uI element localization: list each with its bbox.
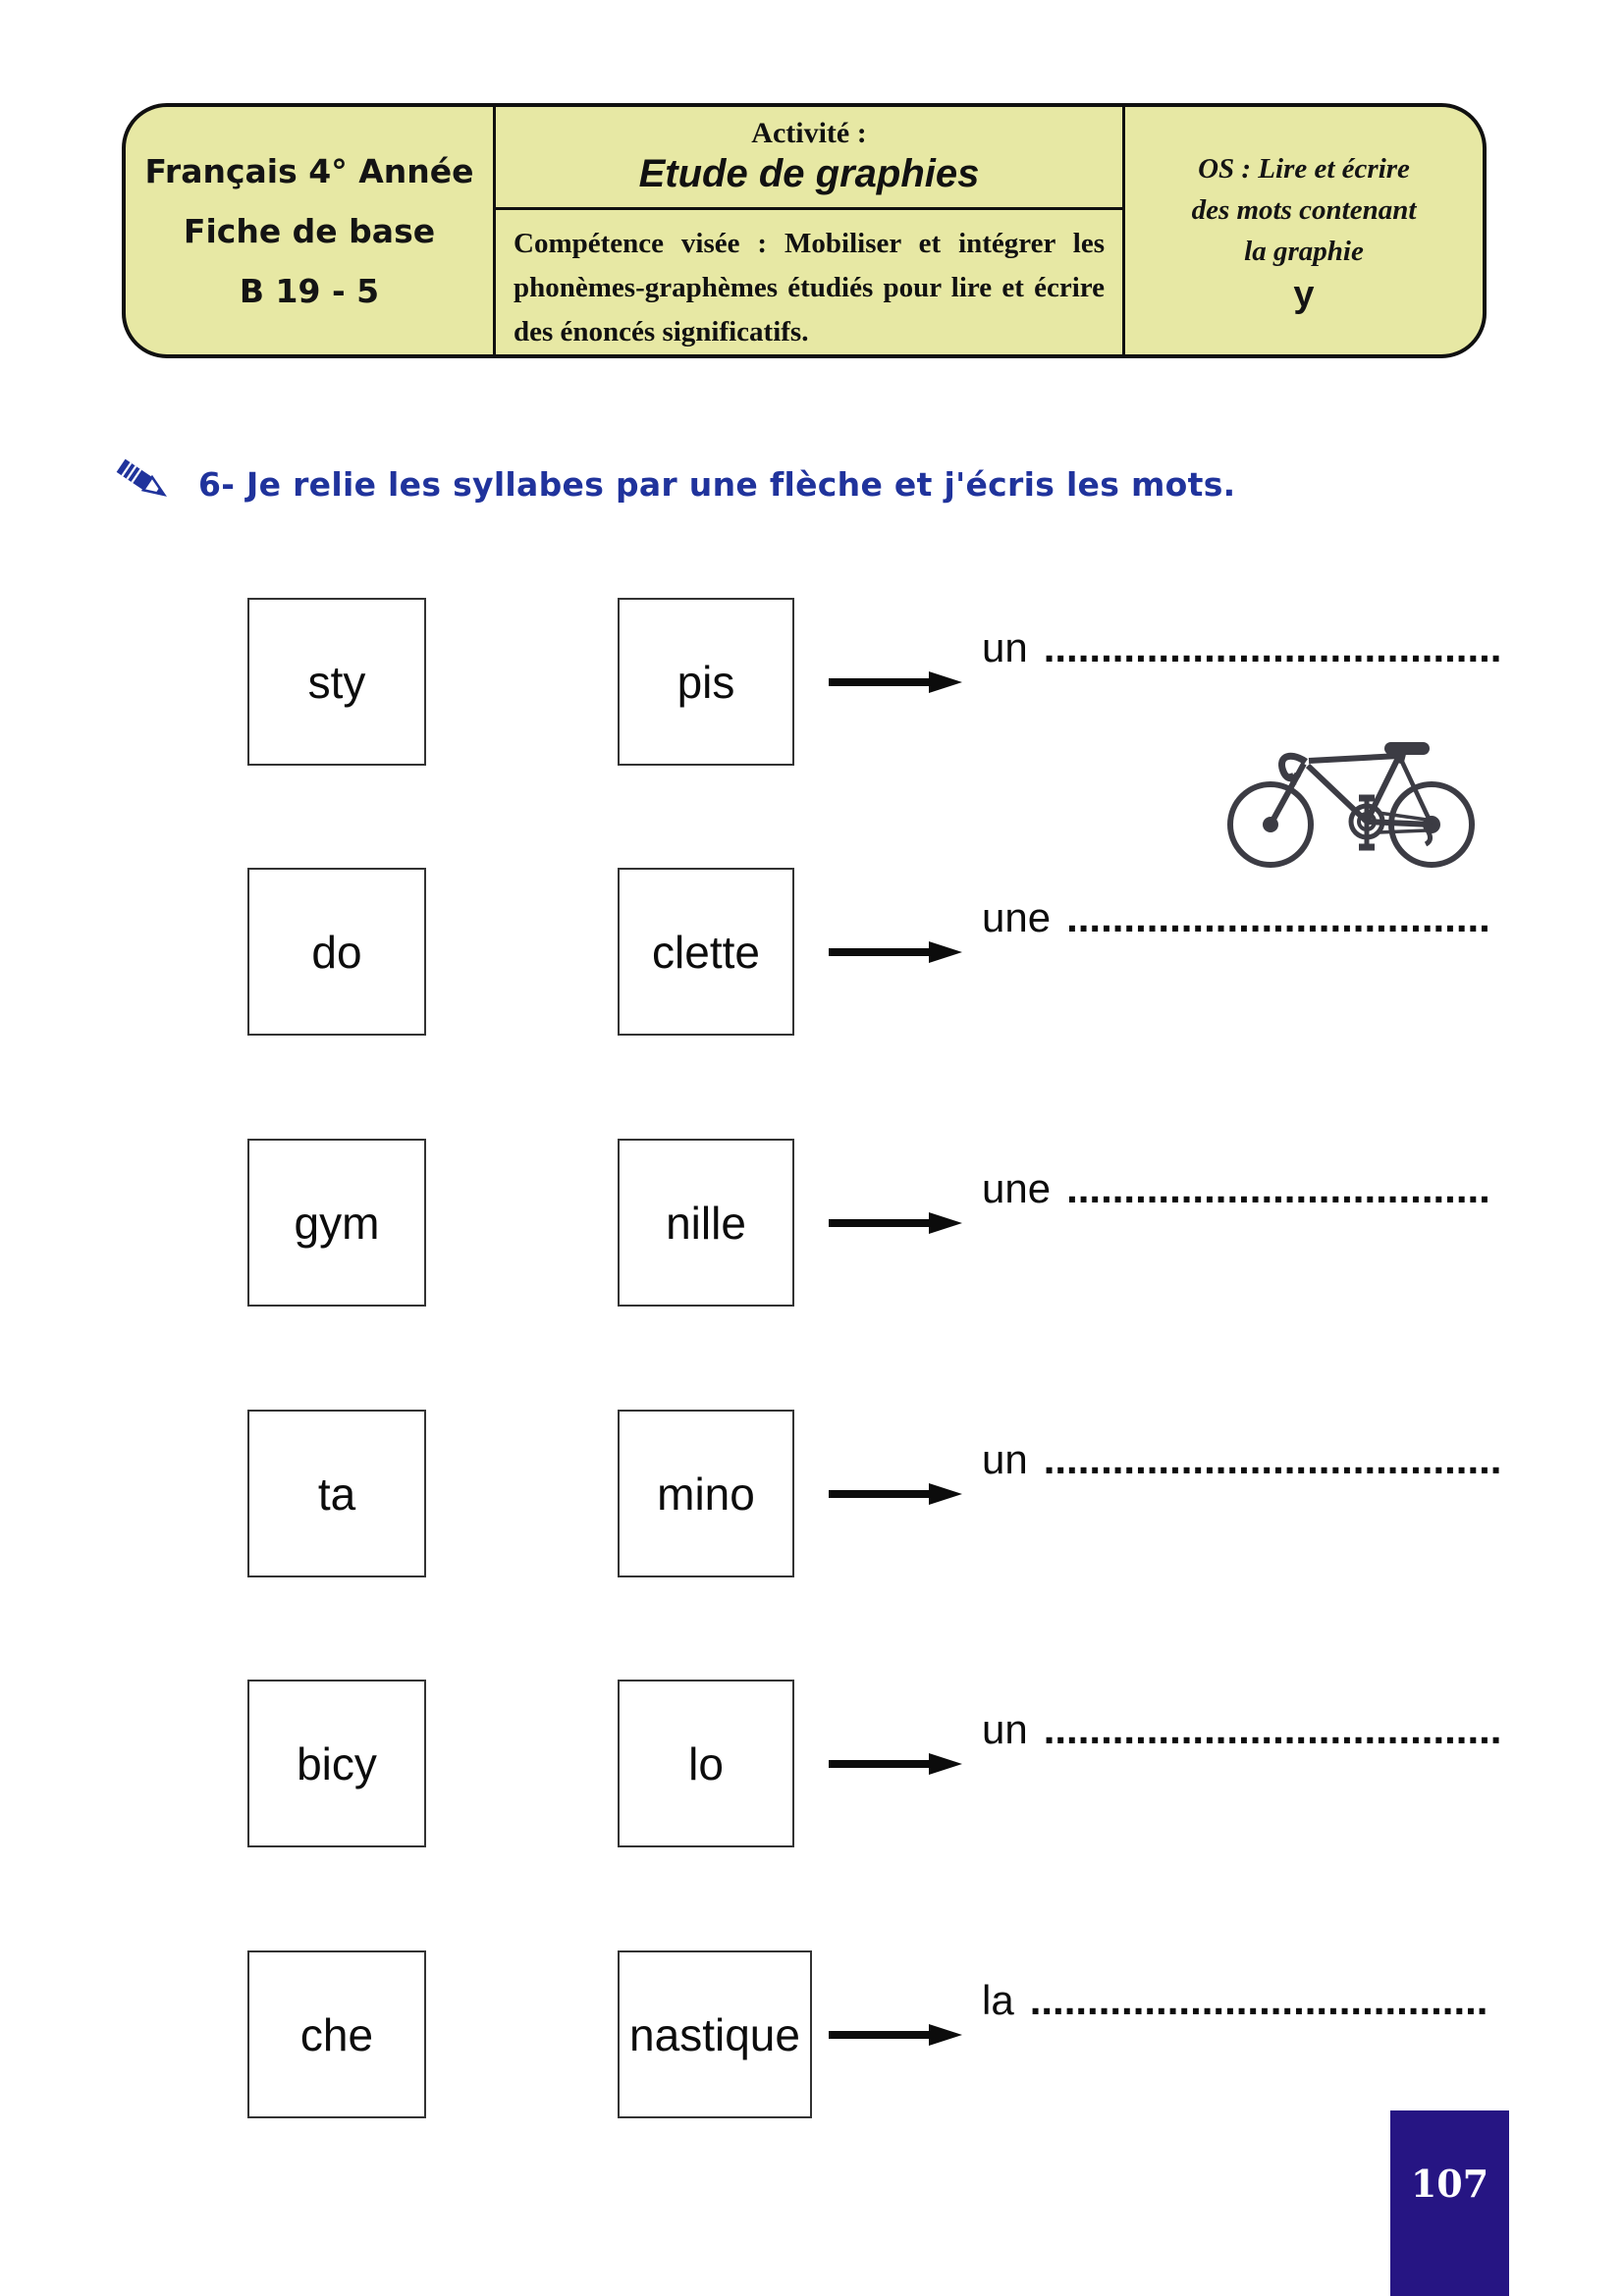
right-arrow [827,1750,964,1783]
answer-blank[interactable] [982,624,1501,671]
sheet-code: B 19 - 5 [239,271,380,310]
article-text: un [982,1706,1028,1752]
right-arrow [827,938,964,971]
article-text: la [982,1977,1014,2023]
course-title: Français 4° Année [144,151,474,190]
exercise-instruction: 6- Je relie les syllabes par une flèche et j'écris les mots. [198,465,1236,504]
activity-label: Activité : [751,117,867,149]
syllable-text: nastique [629,2008,800,2060]
right-arrow [827,1209,964,1242]
activity-title: Etude de graphies [638,152,980,195]
syllable-text: ta [317,1468,356,1520]
target-graphie: y [1293,274,1315,316]
syllable-box-left[interactable] [247,1950,426,2118]
objective-line: OS : Lire et écrire [1198,152,1410,185]
bicycle-image [1223,722,1479,877]
syllable-text: bicy [297,1737,377,1789]
syllable-text: lo [688,1737,724,1789]
dotted-line: ..................................... [1066,1165,1490,1211]
syllable-text: do [311,926,362,978]
syllable-box-left[interactable] [247,1139,426,1307]
answer-blank[interactable] [982,1706,1501,1753]
objective-line: la graphie [1244,236,1364,268]
article-text: un [982,624,1028,670]
objective-line: des mots contenant [1191,193,1417,226]
dotted-line: ........................................ [1043,1706,1502,1752]
answer-blank[interactable] [982,1436,1501,1483]
syllable-box-right[interactable] [618,1410,794,1577]
right-arrow [827,2021,964,2054]
instruction-row [116,454,1392,522]
answer-blank[interactable] [982,894,1490,941]
syllable-box-right[interactable] [618,1950,812,2118]
syllable-text: clette [652,926,760,978]
exercise-row [0,1410,1623,1577]
sheet-type: Fiche de base [183,211,436,250]
header-objective-cell [1125,107,1483,354]
answer-blank[interactable] [982,1977,1488,2024]
syllable-text: pis [676,656,735,708]
page-number-box [1390,2110,1509,2296]
syllable-text: mino [657,1468,755,1520]
syllable-text: sty [307,656,366,708]
article-text: un [982,1436,1028,1482]
exercise-row [0,1950,1623,2118]
syllable-box-left[interactable] [247,868,426,1036]
competence-text: Compétence visée : Mobiliser et intégrer les phonèmes-graphèmes étudiés pour lire et écrire des énoncés significatifs. [514,228,1105,348]
right-arrow [827,1480,964,1513]
exercise-row [0,1680,1623,1847]
header-course-info [126,107,493,354]
exercise-row [0,1139,1623,1307]
syllable-box-left[interactable] [247,1680,426,1847]
page-number: 107 [1410,2162,1489,2206]
article-text: une [982,894,1052,940]
dotted-line: ........................................ [1043,624,1502,670]
syllable-box-right[interactable] [618,868,794,1036]
dotted-line: ..................................... [1066,894,1490,940]
syllable-text: che [299,2008,374,2060]
syllable-box-right[interactable] [618,598,794,766]
syllable-text: gym [294,1197,380,1249]
syllable-text: nille [666,1197,746,1249]
header-box [122,103,1487,358]
syllable-box-left[interactable] [247,598,426,766]
dotted-line: ........................................ [1043,1436,1502,1482]
dotted-line: ........................................ [1029,1977,1488,2023]
syllable-box-left[interactable] [247,1410,426,1577]
syllable-box-right[interactable] [618,1680,794,1847]
right-arrow [827,668,964,701]
activity-block [496,107,1122,210]
syllable-box-right[interactable] [618,1139,794,1307]
answer-blank[interactable] [982,1165,1490,1212]
exercise-row [0,868,1623,1036]
article-text: une [982,1165,1052,1211]
pencil-icon [116,455,179,519]
header-activity-cell [493,107,1125,354]
